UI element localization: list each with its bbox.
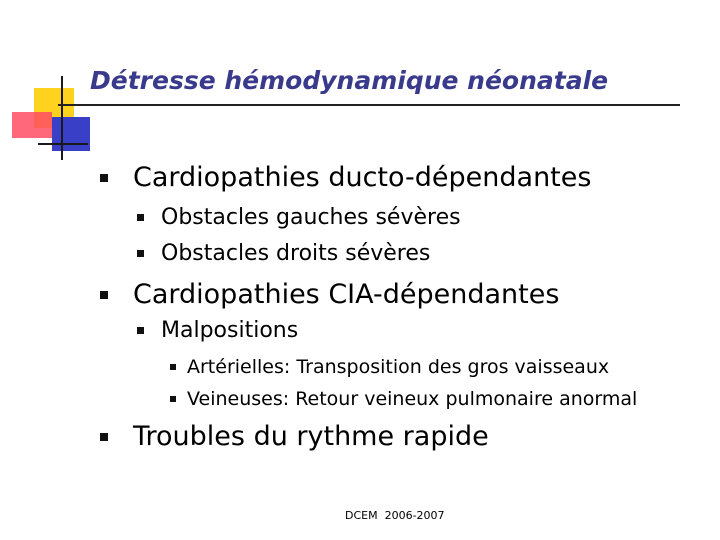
square-bullet-icon	[137, 214, 144, 221]
bullet-item-ducto	[100, 162, 591, 193]
square-bullet-icon	[137, 250, 144, 257]
sub-item-left-obstacles	[137, 205, 461, 230]
bullet-item-cia	[100, 279, 559, 310]
bullet-text: Obstacles droits sévères	[161, 241, 431, 266]
decor-red-square	[12, 112, 52, 138]
sub-item-malpositions	[137, 318, 298, 343]
bullet-text: Obstacles gauches sévères	[161, 205, 461, 230]
slide-title: Détresse hémodynamique néonatale	[90, 66, 609, 95]
bullet-text: Malpositions	[161, 318, 299, 343]
title-underline	[58, 104, 680, 106]
decor-vertical-line	[61, 76, 63, 160]
bullet-text: Veineuses: Retour veineux pulmonaire anormal	[187, 388, 638, 410]
sub-item-right-obstacles	[137, 241, 430, 266]
bullet-text: Cardiopathies ducto-dépendantes	[133, 162, 592, 193]
decor-horizontal-line	[38, 143, 88, 145]
decor-blue-square	[52, 117, 90, 151]
bullet-text: Troubles du rythme rapide	[133, 421, 489, 452]
square-bullet-icon	[137, 327, 144, 334]
square-bullet-icon	[100, 291, 108, 299]
bullet-text: Artérielles: Transposition des gros vaisseaux	[187, 356, 610, 378]
square-bullet-icon	[100, 174, 108, 182]
slide-footer: DCEM 2006-2007	[345, 509, 445, 522]
bullet-text: Cardiopathies CIA-dépendantes	[133, 279, 560, 310]
square-bullet-icon	[170, 396, 176, 402]
sub-sub-item-arterielles	[170, 356, 609, 378]
sub-sub-item-veineuses	[170, 388, 637, 410]
bullet-item-troubles	[100, 421, 489, 452]
square-bullet-icon	[100, 433, 108, 441]
square-bullet-icon	[170, 364, 176, 370]
